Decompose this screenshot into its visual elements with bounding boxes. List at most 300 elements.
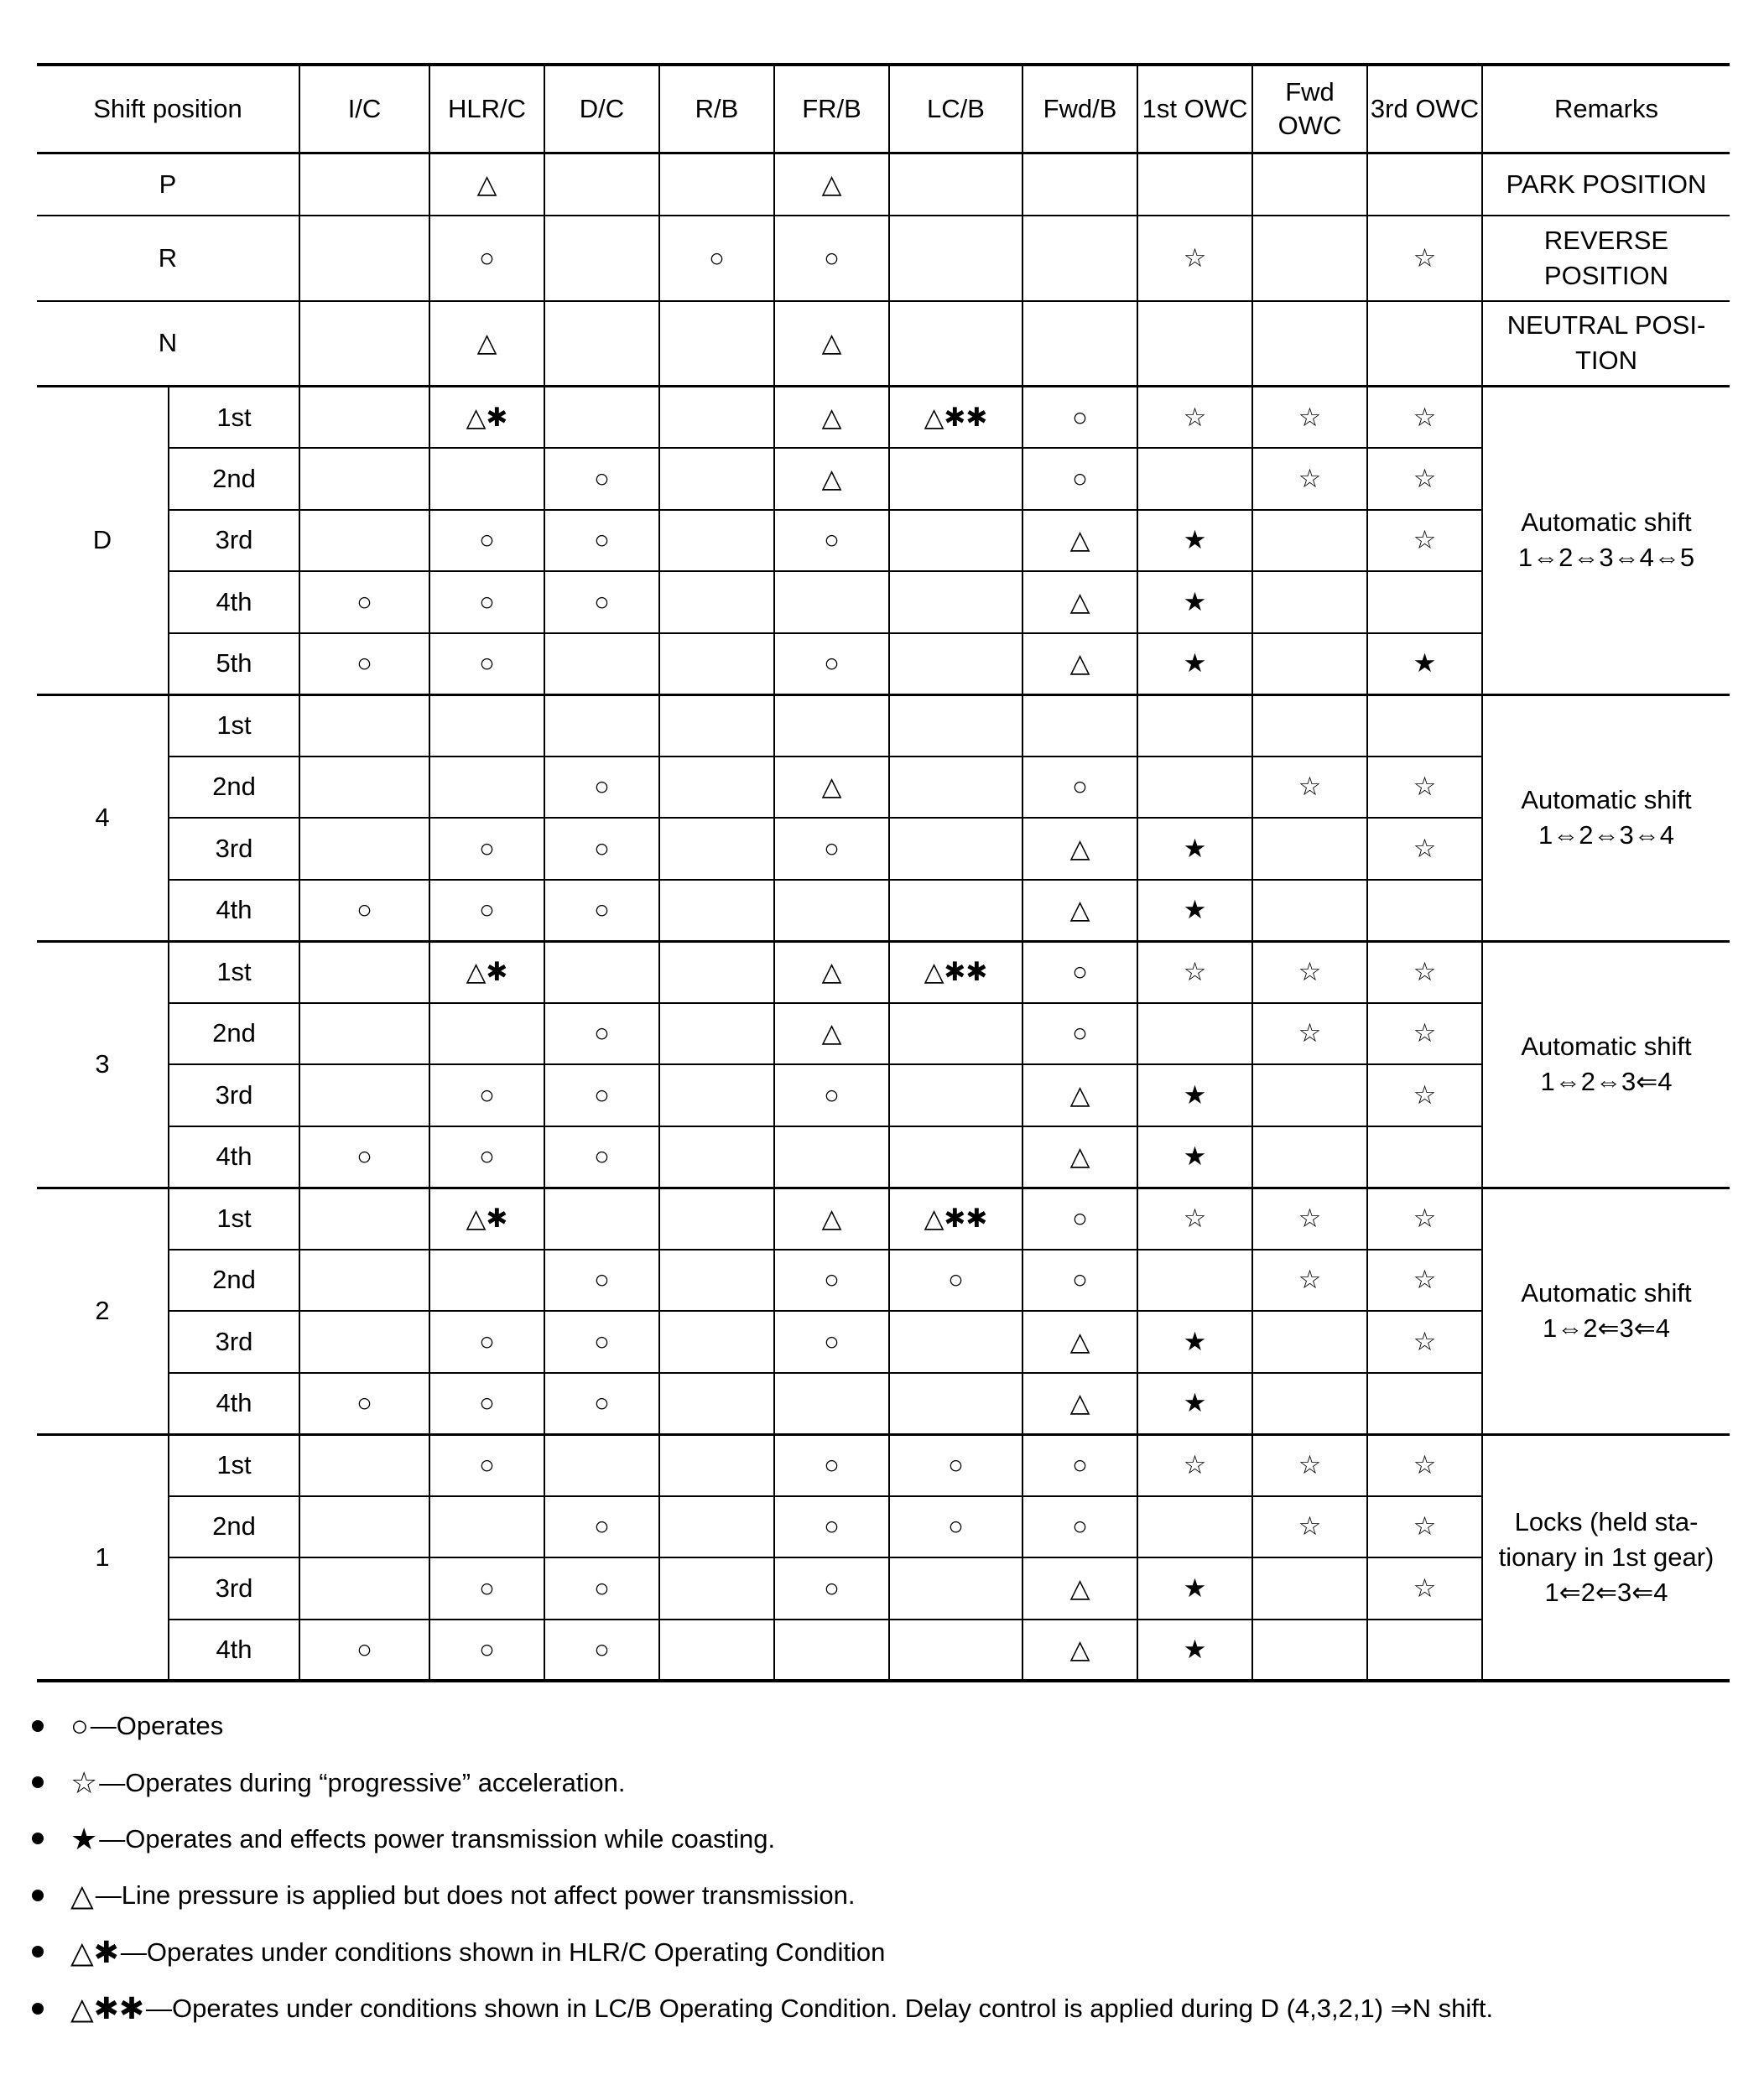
element-cell <box>429 448 544 510</box>
element-cell: ☆ <box>1367 1003 1482 1065</box>
element-cell: ☆ <box>1252 448 1367 510</box>
element-cell: △ <box>774 153 889 216</box>
element-cell: ☆ <box>1252 1496 1367 1558</box>
element-cell: ○ <box>1022 387 1137 449</box>
element-cell <box>889 1557 1022 1620</box>
legend-text: —Operates and effects power transmission while coasting. <box>99 1823 776 1854</box>
column-header: Fwd OWC <box>1252 65 1367 153</box>
element-cell <box>659 694 774 757</box>
element-cell <box>659 301 774 387</box>
element-cell <box>889 1620 1022 1682</box>
shift-position-cell: R <box>37 216 299 301</box>
element-cell: ○ <box>429 633 544 695</box>
element-cell <box>889 1126 1022 1188</box>
element-cell <box>774 1373 889 1435</box>
element-cell <box>659 633 774 695</box>
element-cell: ☆ <box>1252 757 1367 819</box>
element-cell: ○ <box>544 1003 659 1065</box>
table-row <box>37 1557 1730 1620</box>
remarks-cell: Automatic shift 1⇔2⇔3⇔4⇔5 <box>1482 387 1730 695</box>
element-cell <box>1252 1620 1367 1682</box>
gear-cell: 4th <box>169 1126 299 1188</box>
element-cell <box>544 1434 659 1496</box>
element-cell <box>889 510 1022 572</box>
element-cell <box>429 1496 544 1558</box>
element-cell <box>544 694 659 757</box>
element-cell: ○ <box>544 510 659 572</box>
element-cell: ○ <box>429 216 544 301</box>
element-cell <box>299 153 429 216</box>
element-cell <box>1367 1620 1482 1682</box>
table-row <box>37 633 1730 695</box>
element-cell <box>1367 571 1482 633</box>
element-cell: ○ <box>429 818 544 880</box>
element-cell: △ <box>774 757 889 819</box>
element-cell <box>1367 880 1482 942</box>
bullet-icon <box>32 1890 44 1901</box>
element-cell: ☆ <box>1367 941 1482 1003</box>
gear-cell: 4th <box>169 571 299 633</box>
element-cell: ★ <box>1137 1126 1252 1188</box>
element-cell <box>774 880 889 942</box>
element-cell <box>659 818 774 880</box>
element-cell <box>544 941 659 1003</box>
gear-cell: 1st <box>169 1188 299 1250</box>
element-cell: ☆ <box>1367 818 1482 880</box>
shift-position-cell: 3 <box>37 941 169 1188</box>
element-cell: ☆ <box>1137 1434 1252 1496</box>
element-cell <box>429 1003 544 1065</box>
element-cell: ○ <box>544 1250 659 1312</box>
column-header: Remarks <box>1482 65 1730 153</box>
legend-item <box>32 1754 1743 1810</box>
gear-cell: 4th <box>169 880 299 942</box>
element-cell <box>1022 153 1137 216</box>
element-cell <box>299 694 429 757</box>
element-cell: △ <box>774 301 889 387</box>
element-cell <box>299 216 429 301</box>
element-cell <box>889 694 1022 757</box>
shift-position-cell: N <box>37 301 299 387</box>
element-cell: ○ <box>544 1126 659 1188</box>
element-cell: △✱ <box>429 387 544 449</box>
element-cell: ★ <box>1137 1311 1252 1373</box>
table-row <box>37 1188 1730 1250</box>
element-cell <box>889 1311 1022 1373</box>
element-cell: ○ <box>544 1064 659 1126</box>
element-cell <box>1137 757 1252 819</box>
legend-symbol: ○ <box>70 1708 89 1744</box>
table-row <box>37 448 1730 510</box>
gear-cell: 2nd <box>169 1496 299 1558</box>
element-cell <box>889 301 1022 387</box>
gear-cell: 3rd <box>169 1311 299 1373</box>
element-cell <box>299 1064 429 1126</box>
element-cell: ○ <box>544 1373 659 1435</box>
element-cell <box>889 448 1022 510</box>
table-row <box>37 1373 1730 1435</box>
element-cell <box>299 1434 429 1496</box>
gear-cell: 2nd <box>169 448 299 510</box>
remarks-cell: REVERSE POSITION <box>1482 216 1730 301</box>
element-cell <box>544 153 659 216</box>
table-row <box>37 1250 1730 1312</box>
element-cell <box>659 1126 774 1188</box>
table-row <box>37 818 1730 880</box>
element-cell <box>1137 301 1252 387</box>
element-cell <box>659 153 774 216</box>
element-cell <box>1367 1126 1482 1188</box>
element-cell <box>889 571 1022 633</box>
gear-cell: 1st <box>169 694 299 757</box>
element-cell: ○ <box>429 1557 544 1620</box>
element-cell <box>429 757 544 819</box>
element-cell <box>659 1496 774 1558</box>
element-cell: △ <box>1022 633 1137 695</box>
table-row <box>37 571 1730 633</box>
legend-item <box>32 1924 1743 1980</box>
element-cell: ○ <box>429 1434 544 1496</box>
element-cell: ☆ <box>1137 941 1252 1003</box>
element-cell: ○ <box>299 1373 429 1435</box>
element-cell <box>299 757 429 819</box>
element-cell: ★ <box>1137 1620 1252 1682</box>
element-cell: ☆ <box>1137 387 1252 449</box>
table-row <box>37 1003 1730 1065</box>
element-cell <box>299 1188 429 1250</box>
element-cell <box>299 448 429 510</box>
element-cell: ○ <box>1022 1188 1137 1250</box>
element-cell <box>1252 694 1367 757</box>
element-cell <box>774 1126 889 1188</box>
element-cell <box>1367 301 1482 387</box>
table-row <box>37 216 1730 301</box>
remarks-cell: Automatic shift 1⇔2⇔3⇔4 <box>1482 694 1730 941</box>
gear-cell: 3rd <box>169 818 299 880</box>
table-row <box>37 387 1730 449</box>
element-cell: ○ <box>544 757 659 819</box>
element-cell: ☆ <box>1367 1188 1482 1250</box>
element-cell <box>659 1620 774 1682</box>
table-row <box>37 153 1730 216</box>
column-header: Fwd/B <box>1022 65 1137 153</box>
legend-item <box>32 1980 1743 2036</box>
element-cell <box>299 387 429 449</box>
element-cell: ○ <box>774 1064 889 1126</box>
legend-symbol: △✱✱ <box>70 1991 145 2026</box>
element-cell <box>774 571 889 633</box>
shift-position-cell: 1 <box>37 1434 169 1681</box>
element-cell <box>544 301 659 387</box>
element-cell: ○ <box>1022 448 1137 510</box>
column-header: Shift position <box>37 65 299 153</box>
element-cell <box>659 448 774 510</box>
element-cell: ○ <box>1022 757 1137 819</box>
element-cell: ☆ <box>1367 1557 1482 1620</box>
element-cell: ○ <box>544 1557 659 1620</box>
element-cell <box>299 1250 429 1312</box>
element-cell: ☆ <box>1367 1064 1482 1126</box>
element-cell <box>659 1003 774 1065</box>
element-cell: ○ <box>429 1311 544 1373</box>
element-cell: ○ <box>1022 941 1137 1003</box>
element-cell: △ <box>429 301 544 387</box>
element-cell <box>1252 1126 1367 1188</box>
element-cell: ☆ <box>1252 1434 1367 1496</box>
bullet-icon <box>32 1776 44 1788</box>
element-cell: △✱✱ <box>889 1188 1022 1250</box>
table-row <box>37 757 1730 819</box>
table-row <box>37 1126 1730 1188</box>
element-cell <box>1137 1250 1252 1312</box>
element-cell <box>1252 510 1367 572</box>
element-cell: ☆ <box>1252 941 1367 1003</box>
column-header: I/C <box>299 65 429 153</box>
table-row <box>37 694 1730 757</box>
table-row <box>37 1620 1730 1682</box>
element-cell: ○ <box>889 1434 1022 1496</box>
legend-item <box>32 1867 1743 1923</box>
gear-cell: 3rd <box>169 510 299 572</box>
element-cell <box>1137 153 1252 216</box>
element-cell: ○ <box>774 1250 889 1312</box>
shift-position-cell: 2 <box>37 1188 169 1434</box>
element-cell: △✱✱ <box>889 387 1022 449</box>
column-header: 3rd OWC <box>1367 65 1482 153</box>
element-cell <box>1252 1311 1367 1373</box>
clutch-band-chart-table <box>37 63 1730 1682</box>
legend-text: —Operates under conditions shown in HLR/C Operating Condition <box>120 1937 886 1967</box>
gear-cell: 2nd <box>169 757 299 819</box>
element-cell: ○ <box>774 1311 889 1373</box>
gear-cell: 4th <box>169 1373 299 1435</box>
element-cell <box>1252 301 1367 387</box>
element-cell <box>1252 880 1367 942</box>
element-cell: ★ <box>1367 633 1482 695</box>
gear-cell: 1st <box>169 387 299 449</box>
remarks-cell: PARK POSITION <box>1482 153 1730 216</box>
table-row <box>37 941 1730 1003</box>
element-cell: ☆ <box>1367 1434 1482 1496</box>
element-cell <box>299 941 429 1003</box>
remarks-cell: Locks (held sta-tionary in 1st gear) 1⇐2⇐3⇐4 <box>1482 1434 1730 1681</box>
element-cell: ○ <box>774 633 889 695</box>
element-cell: △ <box>1022 1620 1137 1682</box>
element-cell <box>659 1373 774 1435</box>
gear-cell: 3rd <box>169 1064 299 1126</box>
element-cell: ★ <box>1137 633 1252 695</box>
element-cell <box>299 818 429 880</box>
element-cell: ○ <box>774 510 889 572</box>
element-cell: △ <box>1022 1311 1137 1373</box>
element-cell <box>429 694 544 757</box>
element-cell: △ <box>774 1003 889 1065</box>
element-cell <box>889 1373 1022 1435</box>
legend-symbol: ★ <box>70 1821 98 1856</box>
bullet-icon <box>32 2003 44 2015</box>
element-cell: △ <box>1022 1126 1137 1188</box>
element-cell <box>889 153 1022 216</box>
element-cell: ○ <box>544 1496 659 1558</box>
table-row <box>37 301 1730 387</box>
column-header: D/C <box>544 65 659 153</box>
element-cell: △ <box>1022 1557 1137 1620</box>
element-cell <box>889 633 1022 695</box>
element-cell: ○ <box>429 1064 544 1126</box>
element-cell <box>299 1496 429 1558</box>
element-cell: ○ <box>659 216 774 301</box>
element-cell: ★ <box>1137 571 1252 633</box>
shift-position-cell: 4 <box>37 694 169 941</box>
element-cell <box>889 880 1022 942</box>
element-cell: △ <box>1022 880 1137 942</box>
legend-item <box>32 1698 1743 1754</box>
element-cell: △ <box>1022 818 1137 880</box>
element-cell <box>1252 216 1367 301</box>
element-cell: ○ <box>544 448 659 510</box>
element-cell: ☆ <box>1367 1250 1482 1312</box>
element-cell: ○ <box>429 1620 544 1682</box>
element-cell <box>659 1250 774 1312</box>
gear-cell: 1st <box>169 941 299 1003</box>
element-cell: ★ <box>1137 510 1252 572</box>
element-cell <box>1252 633 1367 695</box>
table-row <box>37 1434 1730 1496</box>
element-cell: ○ <box>544 1311 659 1373</box>
element-cell <box>1137 1496 1252 1558</box>
element-cell <box>659 1188 774 1250</box>
element-cell: △✱ <box>429 1188 544 1250</box>
bullet-icon <box>32 1946 44 1958</box>
element-cell: ○ <box>544 818 659 880</box>
gear-cell: 2nd <box>169 1250 299 1312</box>
element-cell <box>299 1311 429 1373</box>
element-cell <box>659 941 774 1003</box>
element-cell: △ <box>1022 1373 1137 1435</box>
legend-text: —Operates <box>90 1711 224 1741</box>
shift-group <box>37 1434 1730 1681</box>
remarks-cell: NEUTRAL POSI-TION <box>1482 301 1730 387</box>
element-cell <box>659 571 774 633</box>
element-cell <box>1252 1557 1367 1620</box>
element-cell <box>1137 1003 1252 1065</box>
element-cell: △ <box>774 1188 889 1250</box>
element-cell: ○ <box>889 1496 1022 1558</box>
element-cell: ○ <box>544 571 659 633</box>
remarks-cell: Automatic shift 1⇔2⇔3⇐4 <box>1482 941 1730 1188</box>
element-cell <box>889 757 1022 819</box>
element-cell <box>299 1557 429 1620</box>
element-cell: △✱✱ <box>889 941 1022 1003</box>
legend-text: —Operates during “progressive” acceleration. <box>99 1767 626 1797</box>
legend-symbol: △ <box>70 1878 94 1913</box>
gear-cell: 4th <box>169 1620 299 1682</box>
legend-symbol: ☆ <box>70 1765 98 1800</box>
element-cell: △ <box>1022 510 1137 572</box>
bullet-icon <box>32 1720 44 1732</box>
legend-list <box>32 1698 1743 2036</box>
element-cell: ○ <box>429 1126 544 1188</box>
element-cell: ○ <box>1022 1434 1137 1496</box>
shift-group <box>37 387 1730 695</box>
element-cell: △ <box>774 387 889 449</box>
gear-cell: 5th <box>169 633 299 695</box>
element-cell: ☆ <box>1367 757 1482 819</box>
element-cell: ★ <box>1137 1557 1252 1620</box>
element-cell <box>659 387 774 449</box>
remarks-cell: Automatic shift 1⇔2⇐3⇐4 <box>1482 1188 1730 1434</box>
element-cell <box>774 694 889 757</box>
element-cell <box>659 1434 774 1496</box>
element-cell <box>1022 301 1137 387</box>
element-cell <box>1252 153 1367 216</box>
element-cell: ○ <box>299 633 429 695</box>
column-header: LC/B <box>889 65 1022 153</box>
element-cell: ○ <box>774 1434 889 1496</box>
gear-cell: 1st <box>169 1434 299 1496</box>
table-row <box>37 1496 1730 1558</box>
table-header <box>37 65 1730 153</box>
element-cell: ○ <box>299 571 429 633</box>
legend-text: —Line pressure is applied but does not affect power transmission. <box>95 1880 856 1911</box>
element-cell: △ <box>429 153 544 216</box>
element-cell: △ <box>1022 1064 1137 1126</box>
element-cell: △ <box>774 448 889 510</box>
element-cell: ○ <box>774 216 889 301</box>
column-header: HLR/C <box>429 65 544 153</box>
element-cell: ☆ <box>1137 1188 1252 1250</box>
element-cell <box>544 387 659 449</box>
element-cell <box>299 301 429 387</box>
shift-group <box>37 694 1730 941</box>
element-cell <box>299 510 429 572</box>
column-header: R/B <box>659 65 774 153</box>
element-cell: ○ <box>889 1250 1022 1312</box>
element-cell: ○ <box>544 1620 659 1682</box>
table-row <box>37 1064 1730 1126</box>
element-cell: ★ <box>1137 880 1252 942</box>
column-header: FR/B <box>774 65 889 153</box>
element-cell <box>1367 153 1482 216</box>
element-cell: ○ <box>1022 1003 1137 1065</box>
element-cell: △ <box>774 941 889 1003</box>
element-cell: ○ <box>299 1620 429 1682</box>
element-cell: ☆ <box>1367 1311 1482 1373</box>
element-cell: ☆ <box>1252 1003 1367 1065</box>
element-cell: ★ <box>1137 1064 1252 1126</box>
shift-group <box>37 941 1730 1188</box>
shift-position-cell: P <box>37 153 299 216</box>
element-cell: ☆ <box>1367 387 1482 449</box>
element-cell: ☆ <box>1367 510 1482 572</box>
element-cell: ☆ <box>1367 216 1482 301</box>
element-cell <box>659 1311 774 1373</box>
top-rows <box>37 153 1730 387</box>
element-cell <box>889 1064 1022 1126</box>
element-cell <box>544 216 659 301</box>
legend-symbol: △✱ <box>70 1934 119 1969</box>
element-cell <box>889 1003 1022 1065</box>
element-cell: △ <box>1022 571 1137 633</box>
element-cell <box>1252 1373 1367 1435</box>
element-cell: ○ <box>429 1373 544 1435</box>
element-cell <box>1367 694 1482 757</box>
element-cell <box>659 510 774 572</box>
element-cell: ☆ <box>1367 448 1482 510</box>
element-cell: ○ <box>1022 1250 1137 1312</box>
element-cell <box>659 880 774 942</box>
element-cell <box>1252 571 1367 633</box>
